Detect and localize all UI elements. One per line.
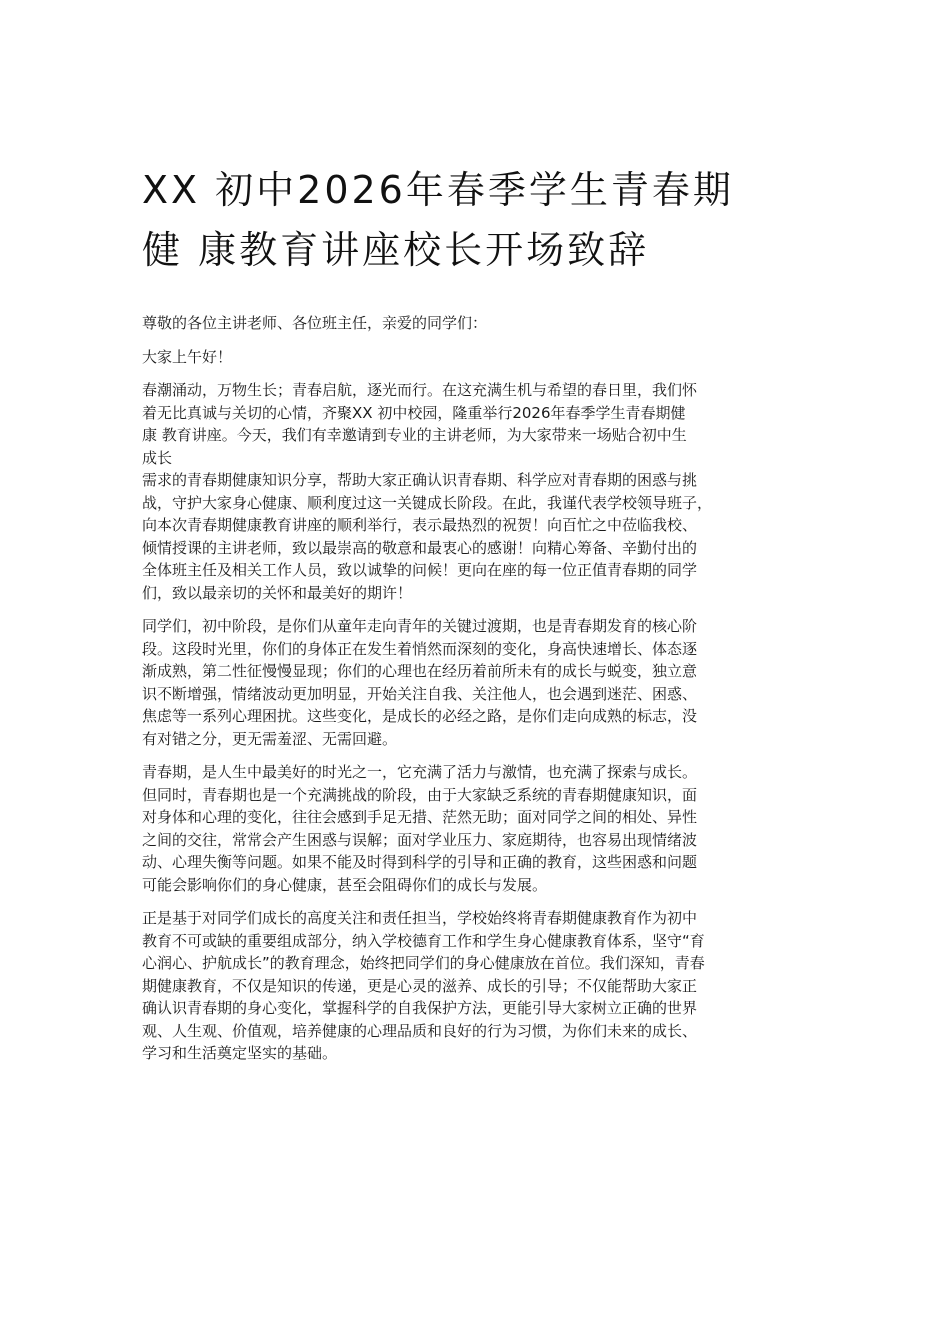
body-paragraph	[142, 615, 822, 750]
text-line: 确认识青春期的身心变化，掌握科学的自我保护方法，更能引导大家树立正确的世界	[142, 999, 698, 1017]
text-line: 战，守护大家身心健康、顺利度过这一关键成长阶段。在此，我谨代表学校领导班子，	[142, 493, 713, 512]
text-line: 成长	[142, 448, 173, 467]
text-line: 期健康教育，不仅是知识的传递，更是心灵的滋养、成长的引导；不仅能帮助大家正	[142, 976, 698, 995]
text-line: 康 教育讲座。今天，我们有幸邀请到专业的主讲老师，为大家带来一场贴合初中生	[142, 426, 687, 444]
text-line: 学习和生活奠定坚实的基础。	[142, 1044, 338, 1062]
body-paragraph	[142, 379, 822, 604]
title-line-1: XX 初中2026年春季学生青春期	[142, 168, 734, 212]
text-line: 同学们，初中阶段，是你们从童年走向青年的关键过渡期，也是青春期发育的核心阶	[142, 617, 698, 635]
title-line-2: 健 康教育讲座校长开场致辞	[142, 228, 650, 272]
text-line: 观、人生观、价值观，培养健康的心理品质和良好的行为习惯，为你们未来的成长、	[142, 1021, 698, 1040]
text-line: 焦虑等一系列心理困扰。这些变化，是成长的必经之路，是你们走向成熟的标志，没	[142, 707, 698, 725]
page-title	[142, 160, 822, 280]
text-line: 之间的交往，常常会产生困惑与误解；面对学业压力、家庭期待，也容易出现情绪波	[142, 830, 698, 849]
text-line: 着无比真诚与关切的心情，齐聚XX 初中校园，隆重举行2026年春季学生青春期健	[142, 403, 686, 422]
text-line: 但同时，青春期也是一个充满挑战的阶段，由于大家缺乏系统的青春期健康知识，面	[142, 785, 698, 804]
text-line: 们，致以最亲切的关怀和最美好的期许！	[142, 583, 413, 602]
text-line: 有对错之分，更无需羞涩、无需回避。	[142, 729, 398, 748]
body-paragraph	[142, 761, 822, 896]
text-line: 渐成熟，第二性征慢慢显现；你们的心理也在经历着前所未有的成长与蜕变，独立意	[142, 662, 698, 680]
text-line: 心润心、护航成长”的教育理念，始终把同学们的身心健康放在首位。我们深知，青春	[142, 954, 705, 972]
text-line: 正是基于对同学们成长的高度关注和责任担当，学校始终将青春期健康教育作为初中	[142, 909, 698, 927]
greeting-paragraph	[142, 346, 822, 369]
text-line: 春潮涌动，万物生长；青春启航，逐光而行。在这充满生机与希望的春日里，我们怀	[142, 381, 698, 399]
text-line: 向本次青春期健康教育讲座的顺利举行，表示最热烈的祝贺！向百忙之中莅临我校、	[142, 516, 698, 534]
salutation-paragraph	[142, 312, 822, 335]
text-line: 青春期，是人生中最美好的时光之一，它充满了活力与激情，也充满了探索与成长。	[142, 763, 698, 781]
text-line: 尊敬的各位主讲老师、各位班主任，亲爱的同学们：	[142, 314, 488, 332]
text-line: 识不断增强，情绪波动更加明显，开始关注自我、关注他人，也会遇到迷茫、困惑、	[142, 684, 698, 703]
body-paragraph	[142, 907, 822, 1065]
document-body	[142, 312, 822, 1076]
text-line: 动、心理失衡等问题。如果不能及时得到科学的引导和正确的教育，这些困惑和问题	[142, 853, 698, 871]
text-line: 段。这段时光里，你们的身体正在发生着悄然而深刻的变化，身高快速增长、体态逐	[142, 639, 698, 658]
text-line: 对身体和心理的变化，往往会感到手足无措、茫然无助；面对同学之间的相处、异性	[142, 808, 698, 826]
text-line: 需求的青春期健康知识分享，帮助大家正确认识青春期、科学应对青春期的困惑与挑	[142, 471, 698, 489]
text-line: 可能会影响你们的身心健康，甚至会阻碍你们的成长与发展。	[142, 875, 548, 894]
text-line: 教育不可或缺的重要组成部分，纳入学校德育工作和学生身心健康教育体系，坚守“育	[142, 931, 705, 950]
text-line: 倾情授课的主讲老师，致以最崇高的敬意和最衷心的感谢！向精心筹备、辛勤付出的	[142, 538, 698, 557]
text-line: 全体班主任及相关工作人员，致以诚挚的问候！更向在座的每一位正值青春期的同学	[142, 561, 698, 579]
text-line: 大家上午好！	[142, 347, 233, 366]
